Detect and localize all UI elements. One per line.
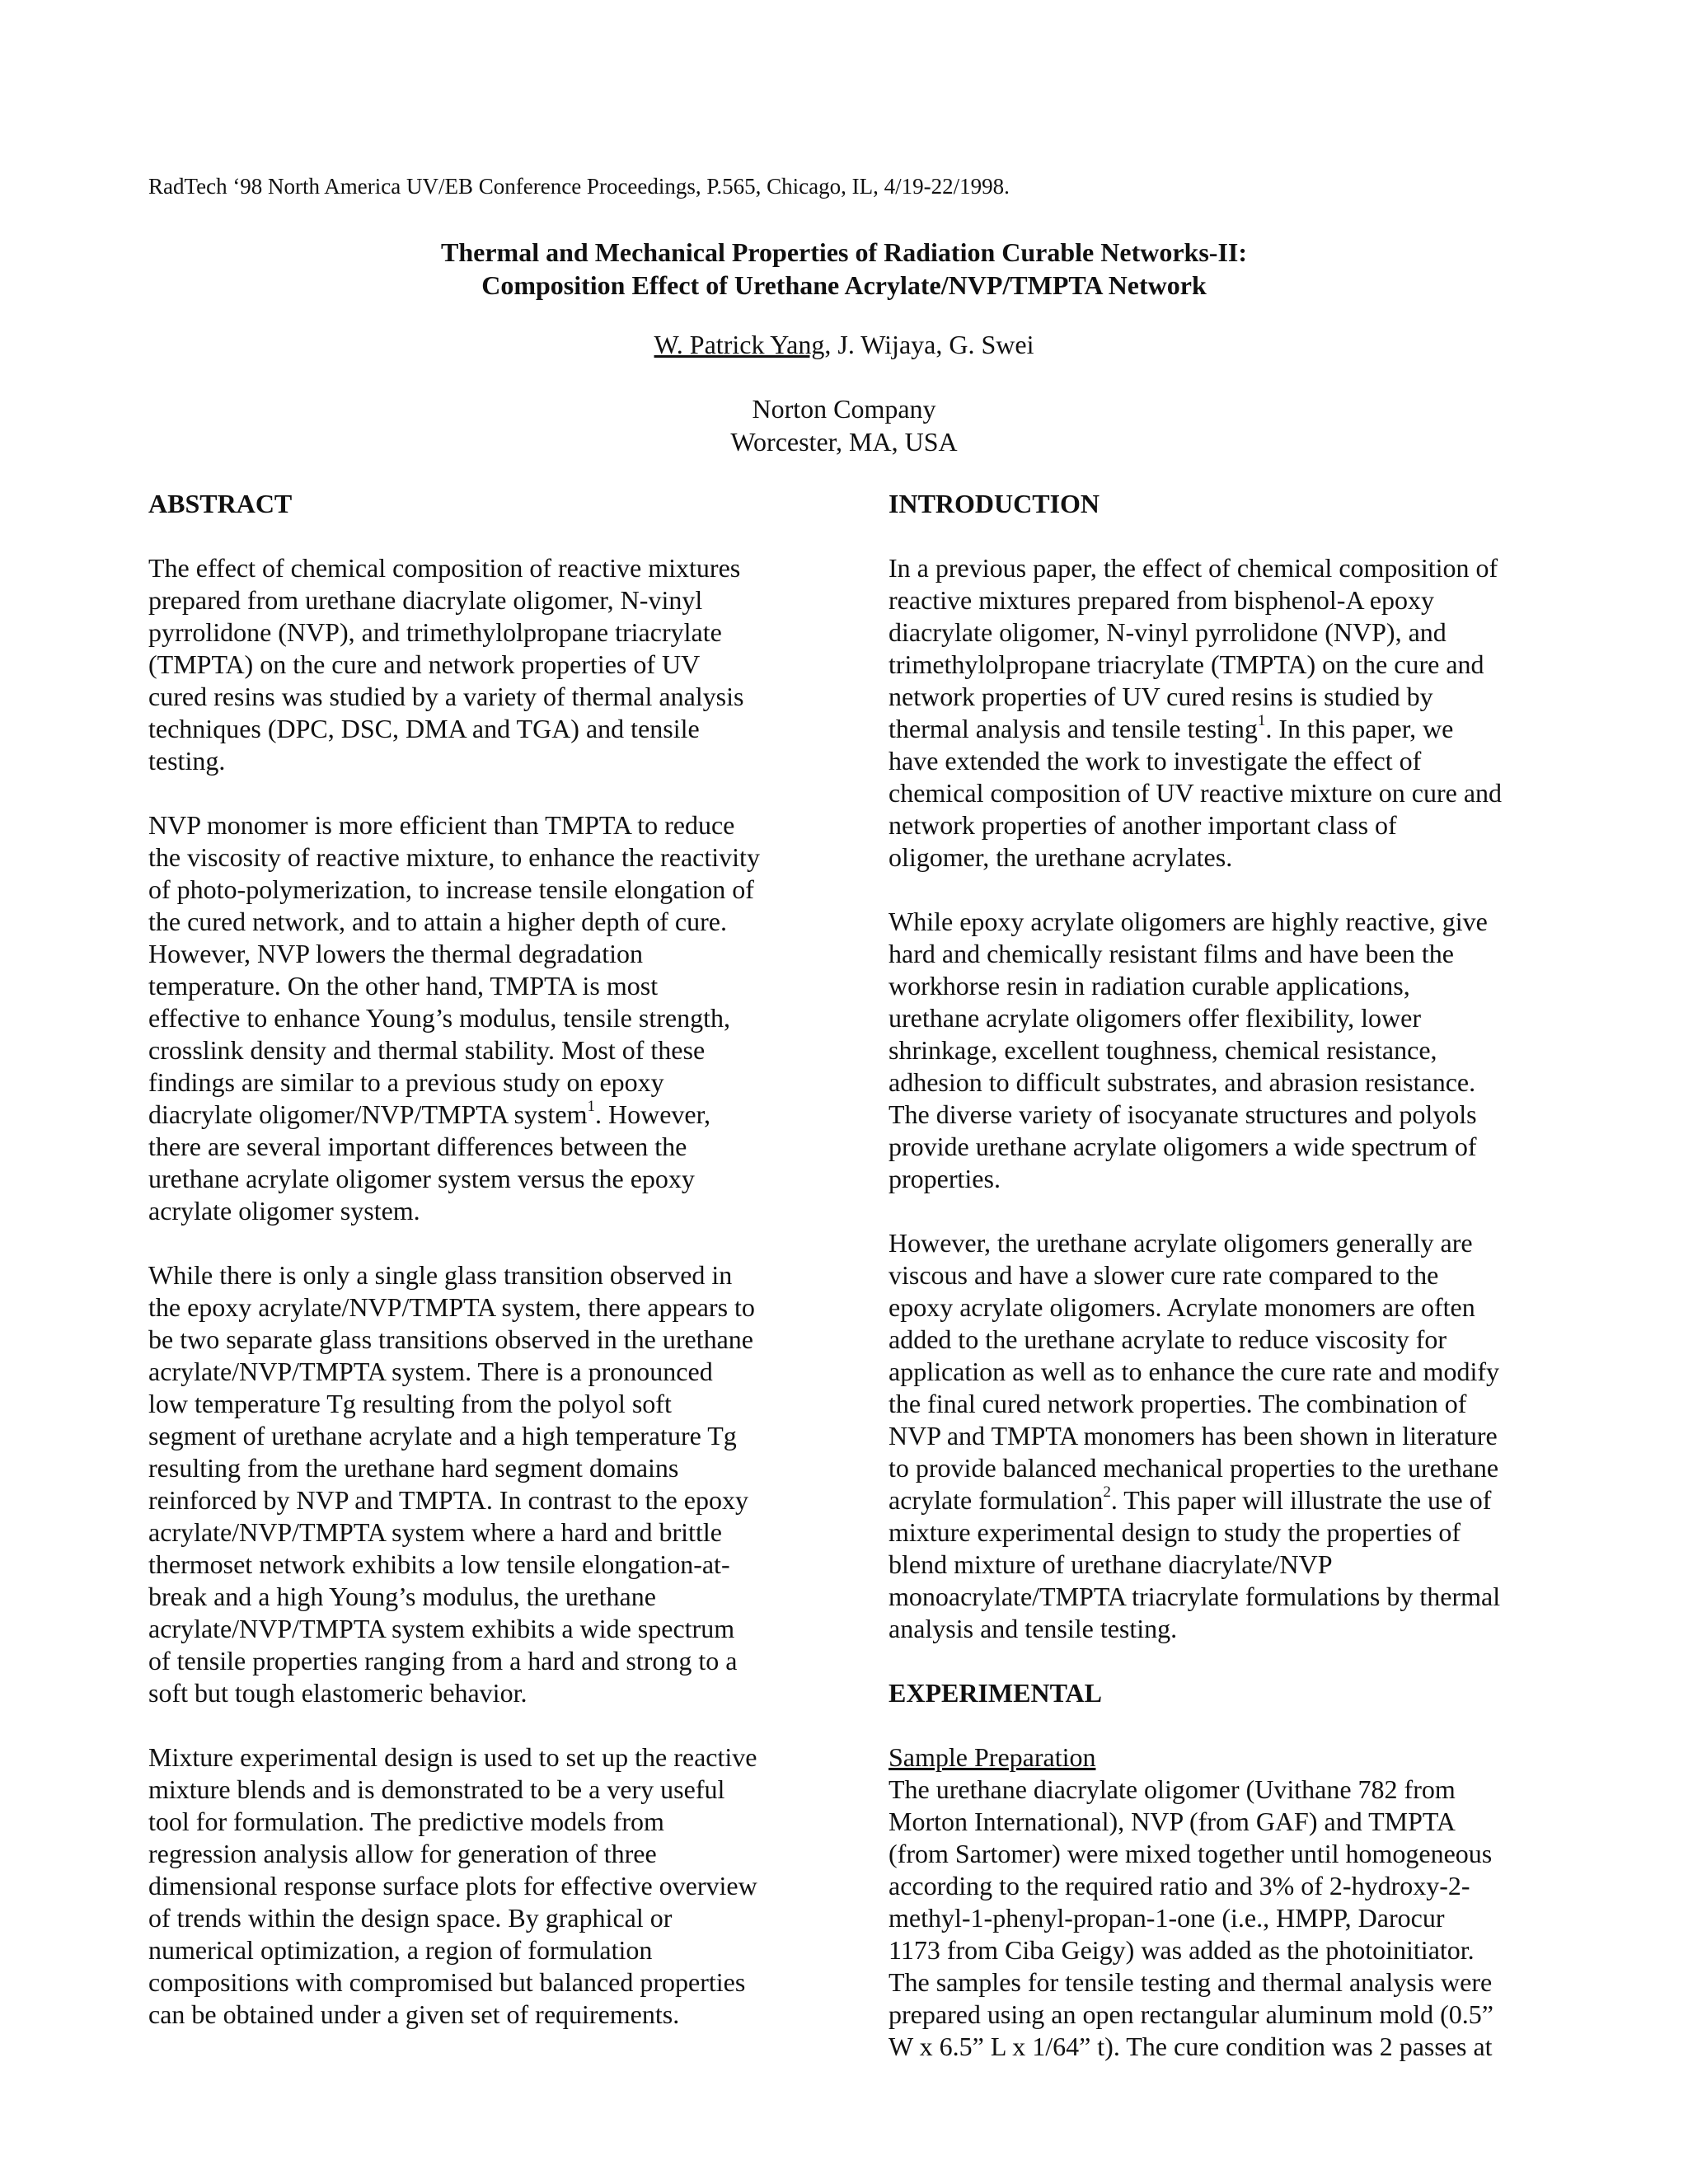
paragraph-line: epoxy acrylate oligomers. Acrylate monomers are often xyxy=(889,1292,1475,1322)
paragraph-line: techniques (DPC, DSC, DMA and TGA) and tensile xyxy=(148,714,700,743)
paragraph-line: low temperature Tg resulting from the polyol soft xyxy=(148,1389,672,1418)
paragraph-line: have extended the work to investigate the effect of xyxy=(889,746,1422,776)
paragraph-line: The samples for tensile testing and thermal analysis were xyxy=(889,1967,1493,1997)
reference-superscript: 2 xyxy=(1103,1483,1111,1502)
paragraph-line: However, the urethane acrylate oligomers generally are xyxy=(889,1228,1473,1258)
paragraph-line: (TMPTA) on the cure and network properties of UV xyxy=(148,649,701,679)
author-list xyxy=(0,328,1688,361)
paragraph-line: acrylate formulation$^2$. This paper will illustrate the use of xyxy=(889,1483,1492,1515)
introduction-paragraph-1 xyxy=(889,552,1540,874)
paragraph-line: soft but tough elastomeric behavior. xyxy=(148,1678,528,1708)
introduction-paragraph-3 xyxy=(889,1227,1540,1645)
paragraph-line: analysis and tensile testing. xyxy=(889,1614,1178,1643)
paragraph-line: of tensile properties ranging from a hard and strong to a xyxy=(148,1646,738,1675)
paragraph-line: added to the urethane acrylate to reduce viscosity for xyxy=(889,1324,1447,1354)
paragraph-line: of trends within the design space. By graphical or xyxy=(148,1903,673,1933)
paragraph-line: While epoxy acrylate oligomers are highly reactive, give xyxy=(889,907,1488,936)
paragraph-line: While there is only a single glass transition observed in xyxy=(148,1260,733,1290)
paragraph-line: resulting from the urethane hard segment domains xyxy=(148,1453,679,1483)
paragraph-line: mixture blends and is demonstrated to be a very useful xyxy=(148,1774,725,1804)
paragraph-line: urethane acrylate oligomer system versus the epoxy xyxy=(148,1164,695,1193)
paragraph-line: tool for formulation. The predictive models from xyxy=(148,1807,664,1836)
paragraph-line: the cured network, and to attain a higher depth of cure. xyxy=(148,907,727,936)
paragraph-line: shrinkage, excellent toughness, chemical resistance, xyxy=(889,1035,1437,1065)
affiliation xyxy=(0,392,1688,458)
paragraph-line: In a previous paper, the effect of chemical composition of xyxy=(889,553,1498,583)
paragraph-line: temperature. On the other hand, TMPTA is most xyxy=(148,971,659,1001)
paragraph-line: W x 6.5” L x 1/64” t). The cure condition was 2 passes at xyxy=(889,2032,1493,2061)
paragraph-line: network properties of another important class of xyxy=(889,810,1397,840)
paragraph-line: The diverse variety of isocyanate structures and polyols xyxy=(889,1099,1477,1129)
paragraph-line: (from Sartomer) were mixed together until homogeneous xyxy=(889,1839,1493,1868)
conference-citation: RadTech ‘98 North America UV/EB Conference Proceedings, P.565, Chicago, IL, 4/19-22/1998. xyxy=(148,174,1010,199)
paragraph-line: NVP and TMPTA monomers has been shown in literature xyxy=(889,1421,1498,1451)
introduction-paragraph-2 xyxy=(889,906,1540,1195)
paragraph-line: to provide balanced mechanical properties to the urethane xyxy=(889,1453,1499,1483)
paragraph-line: regression analysis allow for generation of three xyxy=(148,1839,657,1868)
paragraph-line: findings are similar to a previous study on epoxy xyxy=(148,1067,664,1097)
paragraph-line: blend mixture of urethane diacrylate/NVP xyxy=(889,1549,1333,1579)
paragraph-line: testing. xyxy=(148,746,226,776)
paragraph-line: effective to enhance Young’s modulus, tensile strength, xyxy=(148,1003,730,1033)
paragraph-line: The effect of chemical composition of reactive mixtures xyxy=(148,553,741,583)
paragraph-line: dimensional response surface plots for effective overview xyxy=(148,1871,757,1900)
paragraph-line: thermal analysis and tensile testing$^1$. In this paper, we xyxy=(889,712,1454,743)
paragraph-line: application as well as to enhance the cure rate and modify xyxy=(889,1357,1500,1386)
abstract-paragraph-3 xyxy=(148,1259,799,1709)
paragraph-line: Mixture experimental design is used to set up the reactive xyxy=(148,1742,757,1772)
sample-preparation-subheading: Sample Preparation xyxy=(889,1742,1096,1772)
paragraph-line: prepared from urethane diacrylate oligomer, N-vinyl xyxy=(148,585,703,615)
introduction-heading: INTRODUCTION xyxy=(889,489,1100,518)
paragraph-line: methyl-1-phenyl-propan-1-one (i.e., HMPP, Darocur xyxy=(889,1903,1445,1933)
abstract-paragraph-2 xyxy=(148,809,799,1227)
abstract-paragraph-4 xyxy=(148,1741,799,2031)
paragraph-line: cured resins was studied by a variety of thermal analysis xyxy=(148,682,744,711)
co-authors: , J. Wijaya, G. Swei xyxy=(824,330,1034,359)
paragraph-line: adhesion to difficult substrates, and abrasion resistance. xyxy=(889,1067,1476,1097)
paragraph-line: workhorse resin in radiation curable applications, xyxy=(889,971,1410,1001)
paragraph-line: oligomer, the urethane acrylates. xyxy=(889,842,1233,872)
paragraph-line: according to the required ratio and 3% of 2-hydroxy-2- xyxy=(889,1871,1470,1900)
paragraph-line: However, NVP lowers the thermal degradation xyxy=(148,939,644,968)
paragraph-line: acrylate/NVP/TMPTA system exhibits a wide spectrum xyxy=(148,1614,735,1643)
title-line-1: Thermal and Mechanical Properties of Radiation Curable Networks-II: xyxy=(441,237,1247,267)
paragraph-line: network properties of UV cured resins is studied by xyxy=(889,682,1433,711)
paper-title xyxy=(0,236,1688,302)
experimental-paragraph xyxy=(889,1741,1540,2063)
paragraph-line: Morton International), NVP (from GAF) and TMPTA xyxy=(889,1807,1456,1836)
paragraph-line: can be obtained under a given set of requirements. xyxy=(148,1999,680,2029)
paragraph-line: The urethane diacrylate oligomer (Uvithane 782 from xyxy=(889,1774,1456,1804)
affiliation-company: Norton Company xyxy=(752,394,936,424)
paragraph-line: diacrylate oligomer, N-vinyl pyrrolidone (NVP), and xyxy=(889,617,1447,647)
left-column xyxy=(148,488,799,2063)
paragraph-line: segment of urethane acrylate and a high temperature Tg xyxy=(148,1421,737,1451)
paragraph-line: compositions with compromised but balanced properties xyxy=(148,1967,746,1997)
paragraph-line: of photo-polymerization, to increase tensile elongation of xyxy=(148,874,754,904)
paragraph-line: properties. xyxy=(889,1164,1001,1193)
paragraph-line: monoacrylate/TMPTA triacrylate formulations by thermal xyxy=(889,1582,1501,1611)
paragraph-line: acrylate oligomer system. xyxy=(148,1196,420,1226)
abstract-paragraph-1 xyxy=(148,552,799,777)
paragraph-line: crosslink density and thermal stability. Most of these xyxy=(148,1035,706,1065)
paragraph-line: reactive mixtures prepared from bisphenol-A epoxy xyxy=(889,585,1434,615)
paragraph-line: break and a high Young’s modulus, the urethane xyxy=(148,1582,656,1611)
paragraph-line: prepared using an open rectangular aluminum mold (0.5” xyxy=(889,1999,1493,2029)
paragraph-line: provide urethane acrylate oligomers a wide spectrum of xyxy=(889,1132,1477,1161)
paragraph-line: viscous and have a slower cure rate compared to the xyxy=(889,1260,1439,1290)
reference-superscript: 1 xyxy=(587,1098,595,1116)
title-line-2: Composition Effect of Urethane Acrylate/NVP/TMPTA Network xyxy=(481,270,1207,300)
paragraph-line: chemical composition of UV reactive mixture on cure and xyxy=(889,778,1503,808)
paragraph-line: diacrylate oligomer/NVP/TMPTA system$^1$. However, xyxy=(148,1098,710,1129)
paragraph-line: mixture experimental design to study the properties of xyxy=(889,1517,1461,1547)
paragraph-line: thermoset network exhibits a low tensile elongation-at- xyxy=(148,1549,730,1579)
experimental-heading: EXPERIMENTAL xyxy=(889,1678,1102,1708)
paragraph-line: urethane acrylate oligomers offer flexibility, lower xyxy=(889,1003,1421,1033)
paragraph-line: reinforced by NVP and TMPTA. In contrast to the epoxy xyxy=(148,1485,748,1515)
paragraph-line: acrylate/NVP/TMPTA system. There is a pronounced xyxy=(148,1357,713,1386)
paragraph-line: acrylate/NVP/TMPTA system where a hard and brittle xyxy=(148,1517,722,1547)
paragraph-line: the final cured network properties. The combination of xyxy=(889,1389,1467,1418)
paragraph-line: NVP monomer is more efficient than TMPTA to reduce xyxy=(148,810,735,840)
presenting-author: W. Patrick Yang xyxy=(654,330,825,359)
paragraph-line: numerical optimization, a region of formulation xyxy=(148,1935,653,1965)
paragraph-line: 1173 from Ciba Geigy) was added as the photoinitiator. xyxy=(889,1935,1475,1965)
paragraph-line: there are several important differences between the xyxy=(148,1132,687,1161)
affiliation-location: Worcester, MA, USA xyxy=(730,427,958,457)
paragraph-line: the epoxy acrylate/NVP/TMPTA system, there appears to xyxy=(148,1292,755,1322)
paragraph-line: the viscosity of reactive mixture, to enhance the reactivity xyxy=(148,842,760,872)
reference-superscript: 1 xyxy=(1257,712,1266,730)
right-column xyxy=(889,488,1540,2095)
paragraph-line: pyrrolidone (NVP), and trimethylolpropane triacrylate xyxy=(148,617,722,647)
abstract-heading: ABSTRACT xyxy=(148,489,293,518)
paragraph-line: hard and chemically resistant films and have been the xyxy=(889,939,1454,968)
paragraph-line: trimethylolpropane triacrylate (TMPTA) on the cure and xyxy=(889,649,1484,679)
paragraph-line: be two separate glass transitions observed in the urethane xyxy=(148,1324,753,1354)
